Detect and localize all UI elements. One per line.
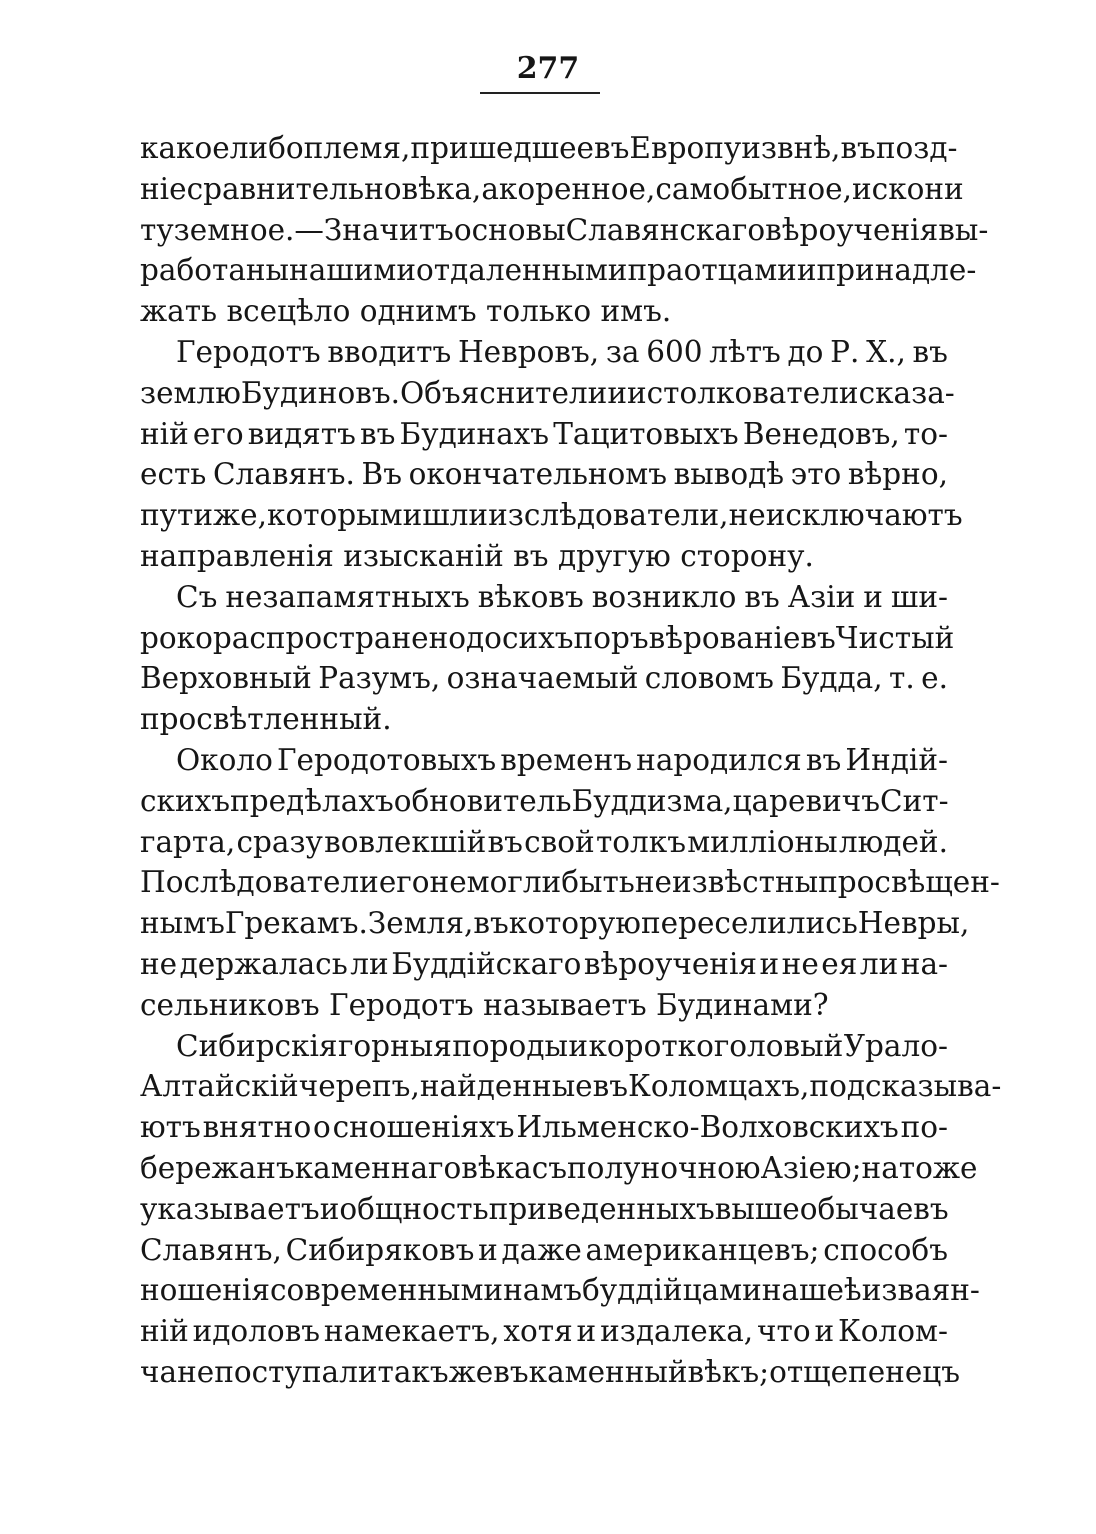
- text-line: [140, 210, 989, 250]
- word: незапамятныхъ: [225, 579, 470, 614]
- word: и: [319, 1191, 340, 1226]
- word: вѣка,: [401, 171, 482, 206]
- word: это: [790, 457, 842, 492]
- word: буддійцами: [582, 1273, 762, 1308]
- text-line: [140, 1230, 948, 1270]
- word: намекаетъ,: [323, 1314, 500, 1349]
- word: сказа-: [858, 375, 955, 410]
- word: какое: [140, 131, 230, 165]
- word: Земля,: [367, 906, 474, 941]
- word: ея: [821, 947, 858, 981]
- word: Европу: [629, 131, 742, 165]
- word: не: [429, 865, 467, 900]
- word: Азіи: [787, 579, 856, 614]
- word: окончательномъ: [408, 457, 668, 492]
- text-line: [140, 781, 948, 821]
- word: на-: [900, 947, 948, 981]
- text-line: [140, 1352, 961, 1392]
- word: временъ: [500, 743, 633, 777]
- word: Р.: [830, 335, 860, 369]
- word: въ: [487, 824, 523, 859]
- word: означаемый: [446, 661, 639, 696]
- word: коренное,: [498, 171, 656, 206]
- word: ній: [140, 416, 189, 451]
- word: же,: [213, 498, 267, 533]
- word: а: [481, 171, 499, 206]
- word: Будинахъ: [399, 416, 550, 451]
- word: которыми: [267, 498, 423, 533]
- text-line: [176, 577, 948, 617]
- word: Послѣдователи: [140, 865, 379, 900]
- word: выводѣ: [673, 457, 785, 492]
- word: вѣкъ;: [687, 1355, 770, 1389]
- word: въ: [473, 906, 509, 941]
- word: хотя: [503, 1314, 573, 1349]
- word: и: [576, 1314, 597, 1349]
- word: то: [898, 1151, 933, 1185]
- text-line: [140, 862, 1000, 902]
- word: Урало-: [843, 1028, 948, 1063]
- word: Славянъ.: [212, 457, 355, 492]
- word: вовлекшій: [324, 824, 487, 859]
- word: идоловъ: [192, 1314, 321, 1349]
- word: исключаютъ: [765, 498, 963, 533]
- word: въ: [800, 620, 836, 655]
- word: въ: [594, 131, 630, 165]
- word: каменнаго: [294, 1151, 462, 1185]
- word: изслѣдователи,: [488, 498, 729, 533]
- word: распространено: [212, 620, 466, 655]
- page-number: 277: [516, 51, 580, 86]
- word: Славянъ,: [140, 1232, 282, 1267]
- word: просвѣщен-: [818, 865, 1000, 900]
- word: Грекамъ.: [224, 906, 368, 941]
- word: могли: [466, 865, 562, 900]
- word: гарта,: [140, 824, 236, 859]
- text-line: [140, 454, 948, 494]
- text-line: [140, 169, 964, 209]
- text-line: [140, 495, 963, 535]
- word: сношеніяхъ: [332, 1110, 515, 1145]
- word: Сибирскія: [176, 1028, 338, 1063]
- word: Геродотовыхъ: [277, 743, 497, 777]
- word: до: [787, 335, 824, 369]
- word: переселились: [640, 906, 858, 941]
- word: землю: [140, 375, 241, 410]
- word: милліоны: [687, 824, 838, 859]
- word: то-: [903, 416, 948, 451]
- word: ли: [859, 947, 899, 981]
- word: бережанъ: [140, 1151, 295, 1185]
- word: Славянскаго: [565, 212, 766, 247]
- word: черепъ,: [298, 1069, 420, 1104]
- word: современными: [270, 1273, 504, 1308]
- word: искони: [852, 171, 964, 206]
- word: его: [378, 865, 430, 900]
- word: роко: [140, 620, 213, 655]
- word: Алтайскій: [140, 1069, 299, 1104]
- word: обычаевъ: [799, 1191, 949, 1226]
- word: самобытное,: [655, 171, 853, 206]
- word: въ: [592, 1069, 629, 1104]
- word: основы: [453, 212, 566, 247]
- word: въ: [912, 335, 948, 369]
- word: Будда,: [780, 661, 883, 696]
- word: въ: [744, 579, 780, 614]
- word: обновитель: [393, 783, 572, 818]
- word: короткоголовый: [588, 1028, 844, 1063]
- word: подсказыва-: [809, 1069, 1002, 1104]
- word: же: [932, 1151, 978, 1185]
- word: свой: [524, 824, 595, 859]
- word: Буддизма,: [571, 783, 733, 818]
- word: ношенія: [140, 1273, 271, 1308]
- word: нымъ: [140, 906, 225, 941]
- word: горныя: [337, 1028, 452, 1063]
- text-line: [140, 1189, 948, 1229]
- word: его: [192, 416, 244, 451]
- word: въ: [493, 1355, 529, 1389]
- word: вѣковъ: [477, 579, 584, 614]
- word: Коломцахъ,: [628, 1069, 810, 1104]
- text-line: [140, 822, 948, 862]
- word: народился: [636, 743, 802, 777]
- text-line: [140, 618, 955, 658]
- text-line: [140, 944, 948, 984]
- word: 600: [646, 335, 703, 369]
- word: способъ: [823, 1232, 948, 1267]
- word: вы-: [938, 212, 989, 247]
- word: отщепенецъ: [769, 1355, 961, 1389]
- word: ютъ: [140, 1110, 201, 1145]
- word: людей.: [838, 824, 948, 859]
- word: ній: [140, 1314, 189, 1349]
- text-line: [140, 250, 977, 290]
- word: Съ: [176, 579, 218, 614]
- word: вѣрно,: [847, 457, 948, 492]
- word: до: [466, 620, 502, 655]
- word: въ: [360, 416, 396, 451]
- word: и: [759, 947, 780, 981]
- word: такъ: [377, 1355, 449, 1389]
- word: праотцами: [627, 253, 797, 288]
- text-line: [140, 128, 958, 168]
- word: Азіею;: [760, 1151, 862, 1185]
- word: Колом-: [837, 1314, 948, 1349]
- word: Х.,: [866, 335, 906, 369]
- word: шеѣ: [799, 1273, 862, 1308]
- word: словомъ: [644, 661, 774, 696]
- text-line: [176, 740, 948, 780]
- word: Будиновъ.: [240, 375, 400, 410]
- word: не: [728, 498, 766, 533]
- text-line: [140, 1107, 948, 1147]
- word: ши-: [890, 579, 948, 614]
- word: Невровъ,: [457, 335, 600, 369]
- word: на: [761, 1273, 800, 1308]
- word: лѣтъ: [709, 335, 781, 369]
- word: Ильменско-Волховскихъ: [516, 1110, 899, 1145]
- text-line: [140, 373, 955, 413]
- word: неизвѣстны: [634, 865, 819, 900]
- text-line: [140, 658, 948, 698]
- word: что: [757, 1314, 811, 1349]
- word: ніе: [140, 171, 187, 206]
- word: по-: [900, 1110, 948, 1145]
- word: шли: [422, 498, 489, 533]
- word: скихъ: [140, 783, 231, 818]
- text-line: [140, 414, 948, 454]
- word: и: [796, 253, 817, 288]
- word: племя,: [303, 131, 411, 165]
- word: держалась: [179, 947, 348, 981]
- word: въ: [840, 131, 876, 165]
- word: внятно: [202, 1110, 312, 1145]
- word: изваян-: [861, 1273, 980, 1308]
- word: и: [478, 1232, 498, 1267]
- word: и: [607, 375, 627, 410]
- word: на: [861, 1151, 899, 1185]
- text-line: [176, 332, 948, 372]
- word: и: [568, 1028, 589, 1063]
- word: полуночною: [567, 1151, 761, 1185]
- header-rule: [480, 92, 600, 94]
- word: указываетъ: [140, 1191, 320, 1226]
- word: Въ: [361, 457, 402, 492]
- word: царевичъ: [732, 783, 881, 818]
- word: извнѣ,: [741, 131, 841, 165]
- word: каменный: [528, 1355, 688, 1389]
- word: истолкователи: [627, 375, 859, 410]
- word: быть: [561, 865, 635, 900]
- word: нашими: [289, 253, 416, 288]
- word: Верховный: [140, 661, 312, 696]
- word: Объяснители: [399, 375, 608, 410]
- word: Около: [176, 743, 273, 777]
- word: за: [605, 335, 640, 369]
- word: Сит-: [880, 783, 949, 818]
- word: съ: [531, 1151, 568, 1185]
- word: Тацитовыхъ: [553, 416, 739, 451]
- word: общность: [339, 1191, 489, 1226]
- word: Невры,: [857, 906, 970, 941]
- text-line: жать всецѣло однимъ только имъ.: [140, 294, 672, 329]
- word: поръ: [573, 620, 649, 655]
- word: туземное.—Значитъ: [140, 212, 454, 247]
- word: видятъ: [247, 416, 356, 451]
- word: работаны: [140, 253, 290, 288]
- word: сихъ: [501, 620, 574, 655]
- word: выше: [714, 1191, 800, 1226]
- word: Сибиряковъ: [285, 1232, 475, 1267]
- word: пришедшее: [410, 131, 595, 165]
- word: предѣлахъ: [230, 783, 394, 818]
- word: и: [814, 1314, 835, 1349]
- word: принадле-: [816, 253, 977, 288]
- word: не: [140, 947, 178, 981]
- word: не: [781, 947, 819, 981]
- word: есть: [140, 457, 207, 492]
- word: породы: [452, 1028, 568, 1063]
- word: поступали: [214, 1355, 378, 1389]
- word: сравнительно: [186, 171, 402, 206]
- word: толкъ: [595, 824, 686, 859]
- word: намъ: [503, 1273, 583, 1308]
- text-line: [140, 1270, 980, 1310]
- word: Индій-: [845, 743, 948, 777]
- word: вѣрованіе: [648, 620, 801, 655]
- word: издалека,: [600, 1314, 754, 1349]
- word: пути: [140, 498, 214, 533]
- word: ли: [350, 947, 389, 981]
- word: Буддійскаго: [391, 947, 582, 981]
- word: которую: [508, 906, 641, 941]
- word: т.: [889, 661, 915, 696]
- text-line: [140, 903, 970, 943]
- word: отдаленными: [416, 253, 628, 288]
- word: возникло: [591, 579, 737, 614]
- word: Разумъ,: [318, 661, 441, 696]
- word: чане: [140, 1355, 215, 1389]
- word: же: [448, 1355, 494, 1389]
- word: вѣроученія: [583, 947, 757, 981]
- word: Геродотъ: [176, 335, 321, 369]
- word: вводитъ: [327, 335, 452, 369]
- word: позд-: [875, 131, 958, 165]
- word: и: [863, 579, 883, 614]
- word: либо: [229, 131, 304, 165]
- text-line: просвѣтленный.: [140, 702, 392, 737]
- text-line: [176, 1026, 948, 1066]
- word: приведенныхъ: [488, 1191, 715, 1226]
- word: сразу: [236, 824, 323, 859]
- word: въ: [805, 743, 842, 777]
- word: е.: [921, 661, 948, 696]
- text-line: направленія изысканій въ другую сторону.: [140, 539, 814, 573]
- word: Чистый: [835, 620, 955, 655]
- word: даже: [501, 1232, 582, 1267]
- word: американцевъ;: [585, 1232, 820, 1267]
- text-line: [140, 1311, 948, 1351]
- text-line: сельниковъ Геродотъ называетъ Будинами?: [140, 987, 829, 1022]
- word: вѣка: [461, 1151, 532, 1185]
- word: найденные: [419, 1069, 593, 1104]
- word: Венедовъ,: [742, 416, 900, 451]
- word: вѣроученія: [765, 212, 939, 247]
- text-line: [140, 1148, 978, 1188]
- word: о: [313, 1110, 331, 1145]
- text-line: [140, 1066, 1002, 1106]
